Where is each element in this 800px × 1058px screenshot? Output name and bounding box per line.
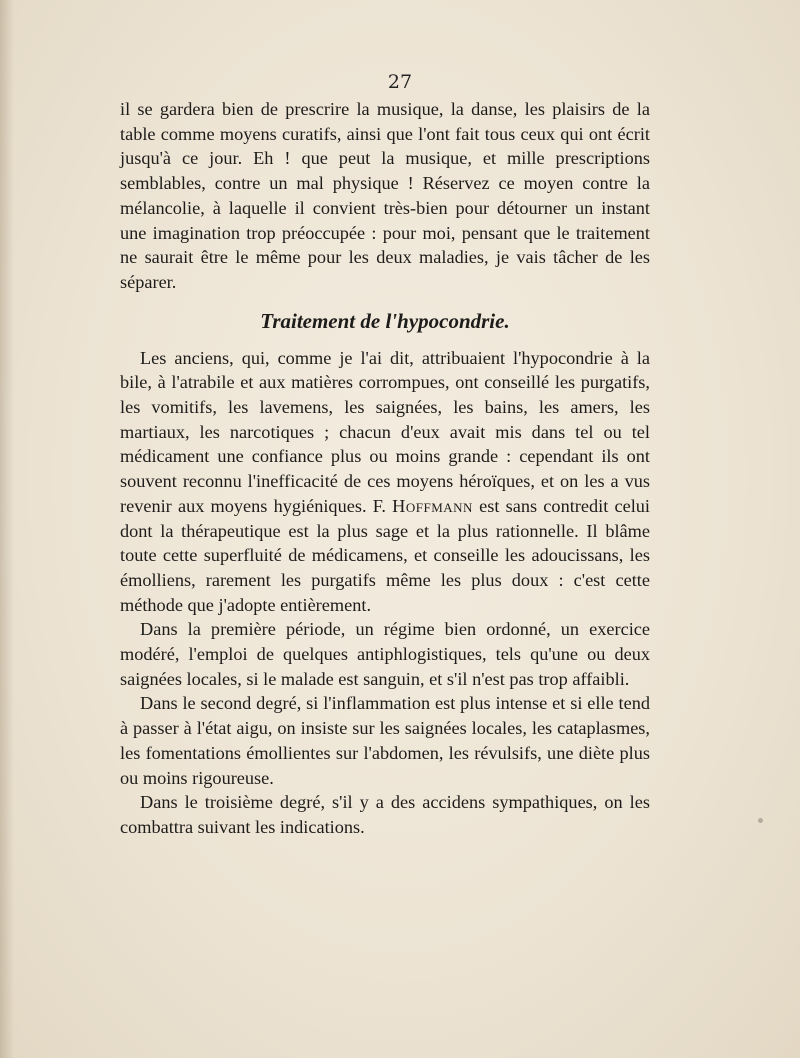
paragraph-2-text-b: est sans contredit celui dont la thérapeutique est la plus sage et la plus rationnelle. Il blâme toute cette superfluité de médicamens, et conseille les adoucissans, les émolliens, rarement les purgatifs même les plus doux : c'est cette méthode que j'adopte entièrement.: [120, 495, 650, 615]
paper-speck: [758, 818, 763, 823]
body-text: [120, 97, 650, 840]
paragraph-5: Dans le troisième degré, s'il y a des accidens sympathiques, on les combattra suivant les indications.: [120, 792, 650, 837]
page-gutter-shadow: [0, 0, 14, 1058]
paragraph-3: Dans la première période, un régime bien ordonné, un exercice modéré, l'emploi de quelques antiphlogistiques, tels qu'une ou deux saignées locales, si le malade est sanguin, et s'il n'est pas trop affaibli.: [120, 619, 650, 689]
paragraph-4: Dans le second degré, si l'inflammation est plus intense et si elle tend à passer à l'état aigu, on insiste sur les saignées locales, les cataplasmes, les fomentations émollientes sur l'abdomen, les révulsifs, une diète plus ou moins rigoureuse.: [120, 693, 650, 788]
section-title: Traitement de l'hypocondrie.: [260, 308, 510, 333]
author-name-hoffmann: Hoffmann: [392, 495, 473, 516]
page-number: 27: [387, 71, 413, 93]
paragraph-2: [120, 346, 650, 618]
paragraph-1: il se gardera bien de prescrire la musique, la danse, les plaisirs de la table comme moyens curatifs, ainsi que l'ont fait tous ceux qui ont écrit jusqu'à ce jour. Eh ! que peut la musique, et mille prescriptions semblables, contre un mal physique ! Réservez ce moyen contre la mélancolie, à laquelle il convient très-bien pour détourner un instant une imagination trop préoccupée : pour moi, pensant que le traitement ne saurait être le même pour les deux maladies, je vais tâcher de les séparer.: [120, 99, 650, 292]
paragraph-2-text-a: Les anciens, qui, comme je l'ai dit, attribuaient l'hypocondrie à la bile, à l'atrabile et aux matières corrompues, ont conseillé les purgatifs, les vomitifs, les lavemens, les saignées, les bains, les amers, les martiaux, les narcotiques ; chacun d'eux avait mis dans tel ou tel médicament une confiance plus ou moins grande : cependant ils ont souvent reconnu l'inefficacité de ces moyens héroïques, et on les a vus revenir aux moyens hygiéniques. F.: [120, 347, 650, 516]
